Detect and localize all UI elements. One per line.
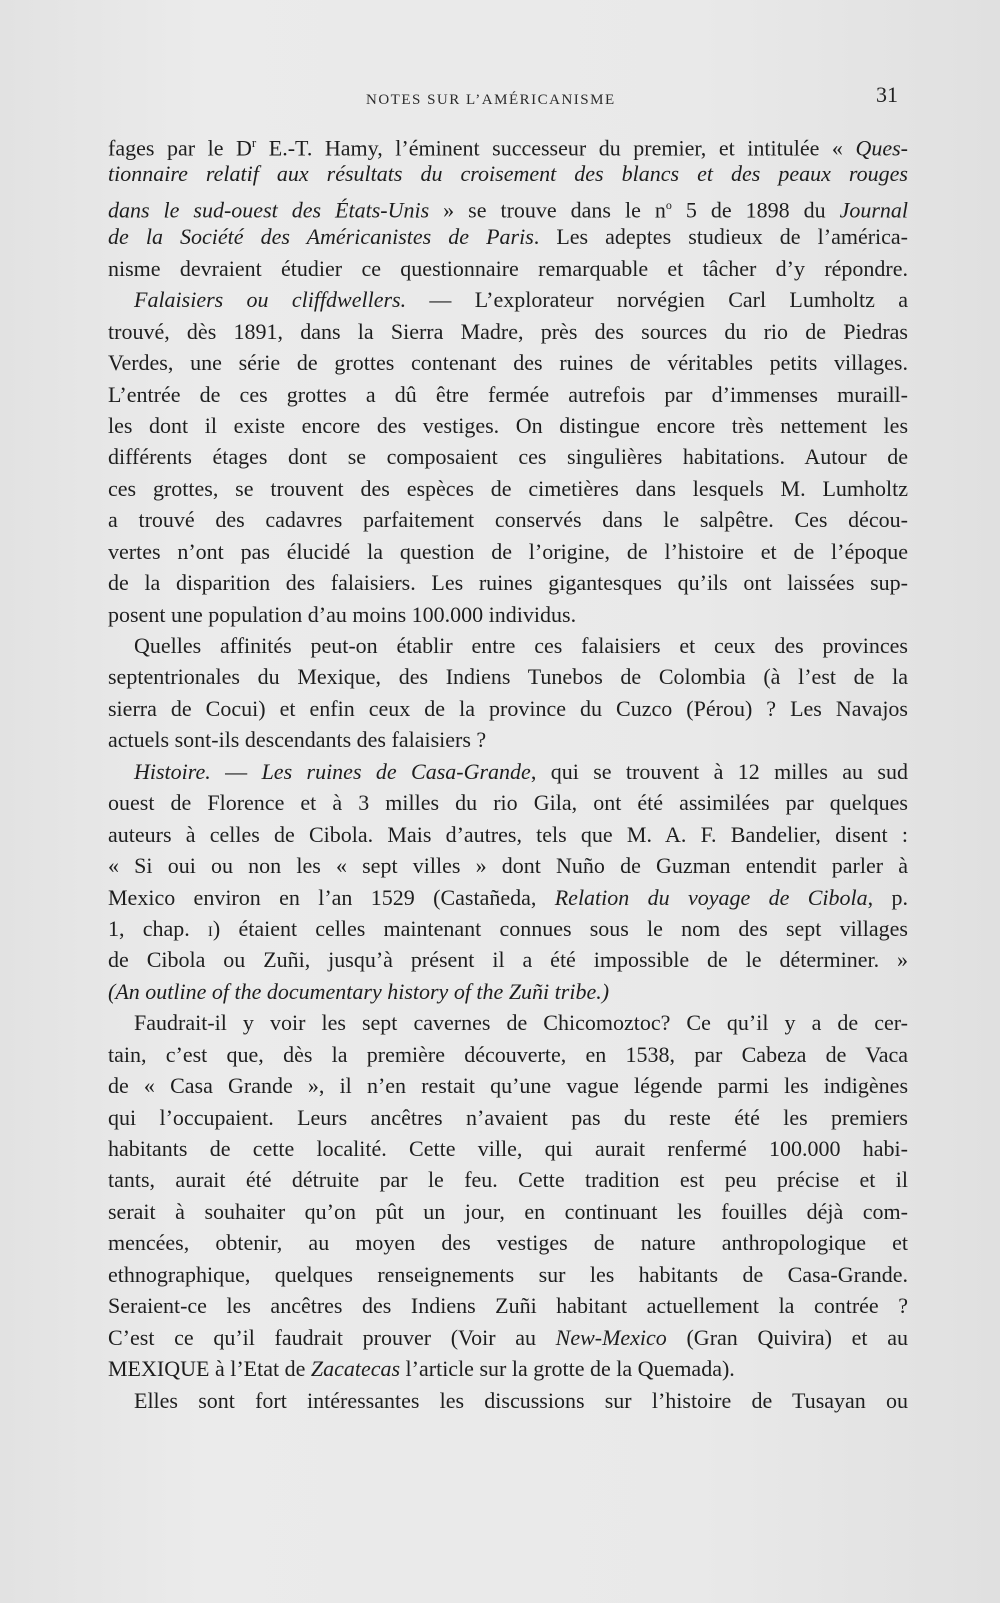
body-text xyxy=(108,127,908,1416)
text-line xyxy=(108,1164,908,1195)
text-segment: , p. xyxy=(867,884,909,910)
text-line xyxy=(108,819,908,850)
text-segment: de Cibola ou Zuñi, jusqu’à présent il a été impossible de le déterminer. » xyxy=(108,947,908,973)
text-segment: ces grottes, se trouvent des espèces de cimetières dans lesquels M. Lumholtz xyxy=(108,475,908,501)
text-line xyxy=(108,661,908,692)
text-segment: l’article sur la grotte de la Quemada). xyxy=(400,1356,735,1382)
text-segment: tants, aurait été détruite par le feu. Cette tradition est peu précise et il xyxy=(108,1167,908,1193)
text-segment: nisme devraient étudier ce questionnaire remarquable et tâcher d’y répondre. xyxy=(108,255,908,281)
text-segment: habitants de cette localité. Cette ville, qui aurait renfermé 100.000 habi- xyxy=(108,1136,908,1161)
text-segment: vertes n’ont pas élucidé la question de l’origine, de l’histoire et de l’époque xyxy=(108,538,908,564)
text-segment: à l’Etat de xyxy=(209,1356,311,1382)
text-line xyxy=(108,127,908,161)
text-line xyxy=(108,221,908,252)
text-segment: Quelles affinités peut-on établir entre ces falaisiers et ceux des provinces xyxy=(134,633,908,658)
text-line xyxy=(108,1007,908,1038)
text-line xyxy=(108,473,908,504)
italic-segment: Zacatecas xyxy=(310,1356,401,1382)
text-segment: . Les adeptes studieux de l’américa- xyxy=(533,224,909,250)
text-line xyxy=(108,1290,908,1321)
text-segment: mencées, obtenir, au moyen des vestiges de nature anthropologique et xyxy=(108,1230,908,1256)
text-line xyxy=(108,253,908,284)
text-line xyxy=(108,630,908,661)
text-segment: (Gran Quivira) et au xyxy=(666,1324,908,1350)
text-segment: fages par le D xyxy=(108,135,252,161)
text-segment: — xyxy=(210,758,262,784)
italic-segment: Histoire. xyxy=(134,758,211,784)
text-line xyxy=(108,1227,908,1258)
text-segment: auteurs à celles de Cibola. Mais d’autres, tels que M. A. F. Bandelier, disent : xyxy=(108,821,908,847)
text-segment: tain, c’est que, dès la première découverte, en 1538, par Cabeza de Vaca xyxy=(108,1041,908,1067)
italic-segment: Journal xyxy=(839,197,909,223)
text-line xyxy=(108,1322,908,1353)
text-segment: posent une population d’au moins 100.000 individus. xyxy=(108,601,577,627)
italic-segment: New-Mexico xyxy=(555,1324,667,1350)
italic-segment: Relation du voyage de Cibola xyxy=(554,884,868,910)
text-segment: ouest de Florence et à 3 milles du rio Gila, ont été assimilées par quelques xyxy=(108,790,908,816)
text-segment: E.-T. Hamy, l’éminent successeur du premier, et intitulée « xyxy=(256,135,856,161)
italic-segment: (An outline of the documentary history of the Zuñi tribe.) xyxy=(108,978,610,1004)
text-segment: actuels sont-ils descendants des falaisiers ? xyxy=(108,727,487,753)
text-segment: Verdes, une série de grottes contenant des ruines de véritables petits villages. xyxy=(108,350,908,376)
text-segment: i xyxy=(207,915,213,941)
italic-segment: de la Société des Américanistes de Paris xyxy=(108,224,534,250)
text-segment: de la disparition des falaisiers. Les ruines gigantesques qu’ils ont laissées sup- xyxy=(108,570,908,596)
text-line xyxy=(108,1196,908,1227)
text-line xyxy=(108,284,908,315)
text-line xyxy=(108,347,908,378)
text-line xyxy=(108,599,908,630)
text-line xyxy=(108,1353,908,1384)
text-segment: 1, chap. xyxy=(108,915,208,941)
text-segment: serait à souhaiter qu’on pût un jour, en continuant les fouilles déjà com- xyxy=(108,1198,908,1224)
page-number: 31 xyxy=(876,82,898,107)
italic-segment: Les ruines de Casa-Grande xyxy=(261,758,531,784)
text-line xyxy=(108,944,908,975)
text-line xyxy=(108,158,908,189)
text-line xyxy=(108,913,908,944)
text-line xyxy=(108,1039,908,1070)
text-line xyxy=(108,1385,908,1416)
text-segment: septentrionales du Mexique, des Indiens Tunebos de Colombia (à l’est de la xyxy=(108,664,908,690)
text-line xyxy=(108,504,908,535)
text-line xyxy=(108,441,908,472)
text-line xyxy=(108,190,908,221)
italic-segment: Ques- xyxy=(855,135,908,161)
text-segment: MEXIQUE xyxy=(108,1356,210,1382)
text-line xyxy=(108,882,908,913)
text-line xyxy=(108,1102,908,1133)
text-line xyxy=(108,724,908,755)
superscript: r xyxy=(251,135,257,150)
text-segment: sierra de Cocui) et enfin ceux de la province du Cuzco (Pérou) ? Les Navajos xyxy=(108,695,908,721)
text-segment: L’entrée de ces grottes a dû être fermée autrefois par d’immenses muraill- xyxy=(108,381,908,407)
text-segment: 5 de 1898 du xyxy=(671,197,840,223)
text-segment: ) étaient celles maintenant connues sous le nom des sept villages xyxy=(212,915,908,941)
running-head-title: NOTES SUR L’AMÉRICANISME xyxy=(366,92,616,108)
text-segment: qui l’occupaient. Leurs ancêtres n’avaient pas du reste été les premiers xyxy=(108,1104,908,1130)
text-line xyxy=(108,567,908,598)
text-segment: trouvé, dès 1891, dans la Sierra Madre, près des sources du rio de Piedras xyxy=(108,318,908,344)
text-segment: ethnographique, quelques renseignements sur les habitants de Casa-Grande. xyxy=(108,1261,908,1287)
text-segment: , qui se trouvent à 12 milles au sud xyxy=(530,758,908,784)
text-segment: » se trouve dans le n xyxy=(429,197,666,223)
text-segment: a trouvé des cadavres parfaitement conservés dans le salpêtre. Ces décou- xyxy=(108,507,908,533)
text-segment: Seraient-ce les ancêtres des Indiens Zuñi habitant actuellement la contrée ? xyxy=(108,1293,908,1319)
text-segment: Elles sont fort intéressantes les discussions sur l’histoire de Tusayan ou xyxy=(134,1387,908,1413)
text-line xyxy=(108,379,908,410)
text-line xyxy=(108,976,908,1007)
running-head xyxy=(108,82,908,112)
superscript: o xyxy=(665,197,672,212)
text-segment: les dont il existe encore des vestiges. On distingue encore très nettement les xyxy=(108,412,908,438)
text-segment: « Si oui ou non les « sept villes » dont Nuño de Guzman entendit parler à xyxy=(108,853,908,879)
text-line xyxy=(108,693,908,724)
text-line xyxy=(108,756,908,787)
text-line xyxy=(108,316,908,347)
text-line xyxy=(108,1259,908,1290)
text-segment: différents étages dont se composaient ces singulières habitations. Autour de xyxy=(108,444,908,470)
italic-segment: tionnaire relatif aux résultats du croisement des blancs et des peaux rouges xyxy=(108,161,908,187)
text-line xyxy=(108,850,908,881)
text-segment: Mexico environ en l’an 1529 (Castañeda, xyxy=(108,884,555,910)
text-segment: Faudrait-il y voir les sept cavernes de Chicomoztoc? Ce qu’il y a de cer- xyxy=(134,1010,908,1036)
text-segment: de « Casa Grande », il n’en restait qu’une vague légende parmi les indigènes xyxy=(108,1073,908,1099)
text-line xyxy=(108,536,908,567)
italic-segment: Falaisiers ou cliffdwellers. xyxy=(134,287,407,313)
text-segment: C’est ce qu’il faudrait prouver (Voir au xyxy=(108,1324,556,1350)
text-line xyxy=(108,1133,908,1164)
text-line xyxy=(108,1070,908,1101)
text-line xyxy=(108,787,908,818)
text-segment: — L’explorateur norvégien Carl Lumholtz a xyxy=(406,287,908,313)
text-line xyxy=(108,410,908,441)
italic-segment: dans le sud-ouest des États-Unis xyxy=(108,197,430,223)
